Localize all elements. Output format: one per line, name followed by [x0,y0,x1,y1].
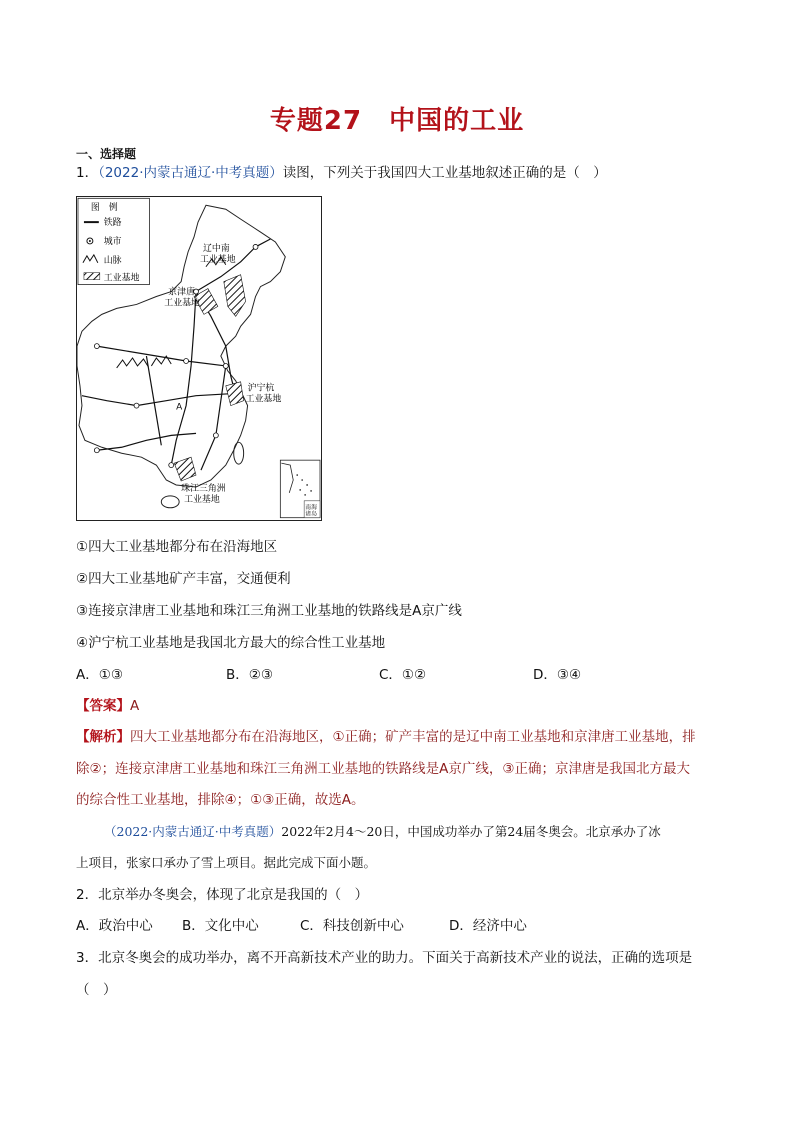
statement-3: ③连接京津唐工业基地和珠江三角洲工业基地的铁路线是A京广线 [76,603,462,619]
question-3-stem-cont: （ ） [76,982,117,998]
question-2-stem: 2．北京举办冬奥会，体现了北京是我国的（ ） [76,887,369,903]
option-c[interactable]: C．①② [379,667,427,683]
legend-city: 城市 [103,236,122,247]
label-jingjintang: 京津唐 [168,287,195,298]
question-1-stem [76,163,607,183]
label-liaozhongnan: 辽中南 [202,243,230,254]
label-zhujiang: 珠江三角洲 [181,483,226,494]
jingguang-railway [171,292,196,466]
legend-mountain: 山脉 [103,255,122,266]
map-svg [77,197,321,520]
question-text: 读图，下列关于我国四大工业基地叙述正确的是（ ） [282,165,607,181]
option-a[interactable]: A．①③ [76,667,123,683]
liaozhongnan-base [224,275,246,317]
zhujiang-base [174,457,196,481]
jiaoliu-railway [146,356,161,445]
option-b[interactable]: B．②③ [226,667,273,683]
question-3-stem: 3．北京冬奥会的成功举办，离不开高新技术产业的助力。下面关于高新技术产业的说法，正确的选项是 [76,950,693,966]
label-liaozhongnan-2: 工业基地 [199,254,236,265]
answer-label: 【答案】 [76,698,130,714]
passage-line-2: 上项目，张家口承办了雪上项目。据此完成下面小题。 [76,855,377,870]
option-d[interactable]: D．经济中心 [449,918,527,934]
analysis-label: 【解析】 [76,729,130,745]
question-1-options [76,665,716,685]
label-zhujiang-2: 工业基地 [184,494,220,505]
city-marker [223,363,228,368]
longhai-railway [97,346,226,366]
city-marker [94,344,99,349]
map-legend [78,198,149,284]
page-title: 专题27 中国的工业 [269,106,525,136]
section-heading: 一、选择题 [76,147,137,161]
option-c[interactable]: C．科技创新中心 [300,918,404,934]
analysis-line-1 [76,727,696,747]
label-railway-a: A [176,402,183,413]
city-marker [184,359,189,364]
legend-title: 图 例 [90,203,118,214]
answer-value: A [130,698,140,714]
question-2-options [76,916,716,936]
city-marker [94,448,99,453]
inset-label-2: 诸岛 [305,510,318,518]
option-d[interactable]: D．③④ [533,667,582,683]
option-b[interactable]: B．文化中心 [182,918,259,934]
legend-base: 工业基地 [103,273,140,284]
south-china-sea-inset [280,460,320,518]
question-number: 1． [76,165,99,181]
mountain-range [117,358,149,368]
answer-line [76,696,139,716]
analysis-line-2: 除②；连接京津唐工业基地和珠江三角洲工业基地的铁路线是A京广线，③正确；京津唐是我国北方最大 [76,761,690,777]
passage-line-1 [104,822,661,842]
inset-label-1: 南海 [305,503,318,511]
analysis-line-3: 的综合性工业基地，排除④；①③正确，故选A。 [76,792,365,808]
statement-2: ②四大工业基地矿产丰富，交通便利 [76,571,291,587]
passage-text-1: 2022年2月4～20日，中国成功举办了第24届冬奥会。北京承办了冰 [281,824,661,839]
base-legend-icon [84,273,100,280]
hainan-island [161,496,179,508]
city-marker [169,463,174,468]
city-marker [134,403,139,408]
analysis-text-1: 四大工业基地都分布在沿海地区，①正确；矿产丰富的是辽中南工业基地和京津唐工业基地，排 [130,729,696,745]
china-industrial-base-map [76,196,322,521]
city-marker [253,244,258,249]
huhang-railway [82,394,231,406]
huninghang-base [226,382,244,406]
taiwan-island [234,442,244,464]
option-a[interactable]: A．政治中心 [76,918,153,934]
city-marker [213,433,218,438]
statement-4: ④沪宁杭工业基地是我国北方最大的综合性工业基地 [76,635,386,651]
question-source: （2022·内蒙古通辽·中考真题） [98,165,283,181]
passage-source: （2022·内蒙古通辽·中考真题） [104,824,282,839]
jingjiu-railway [201,366,226,470]
label-jingjintang-2: 工业基地 [164,298,200,309]
label-huninghang: 沪宁杭 [247,383,275,394]
statement-1: ①四大工业基地都分布在沿海地区 [76,539,278,555]
nankun-railway [97,433,196,450]
legend-railway: 铁路 [103,218,122,229]
label-huninghang-2: 工业基地 [245,394,282,405]
